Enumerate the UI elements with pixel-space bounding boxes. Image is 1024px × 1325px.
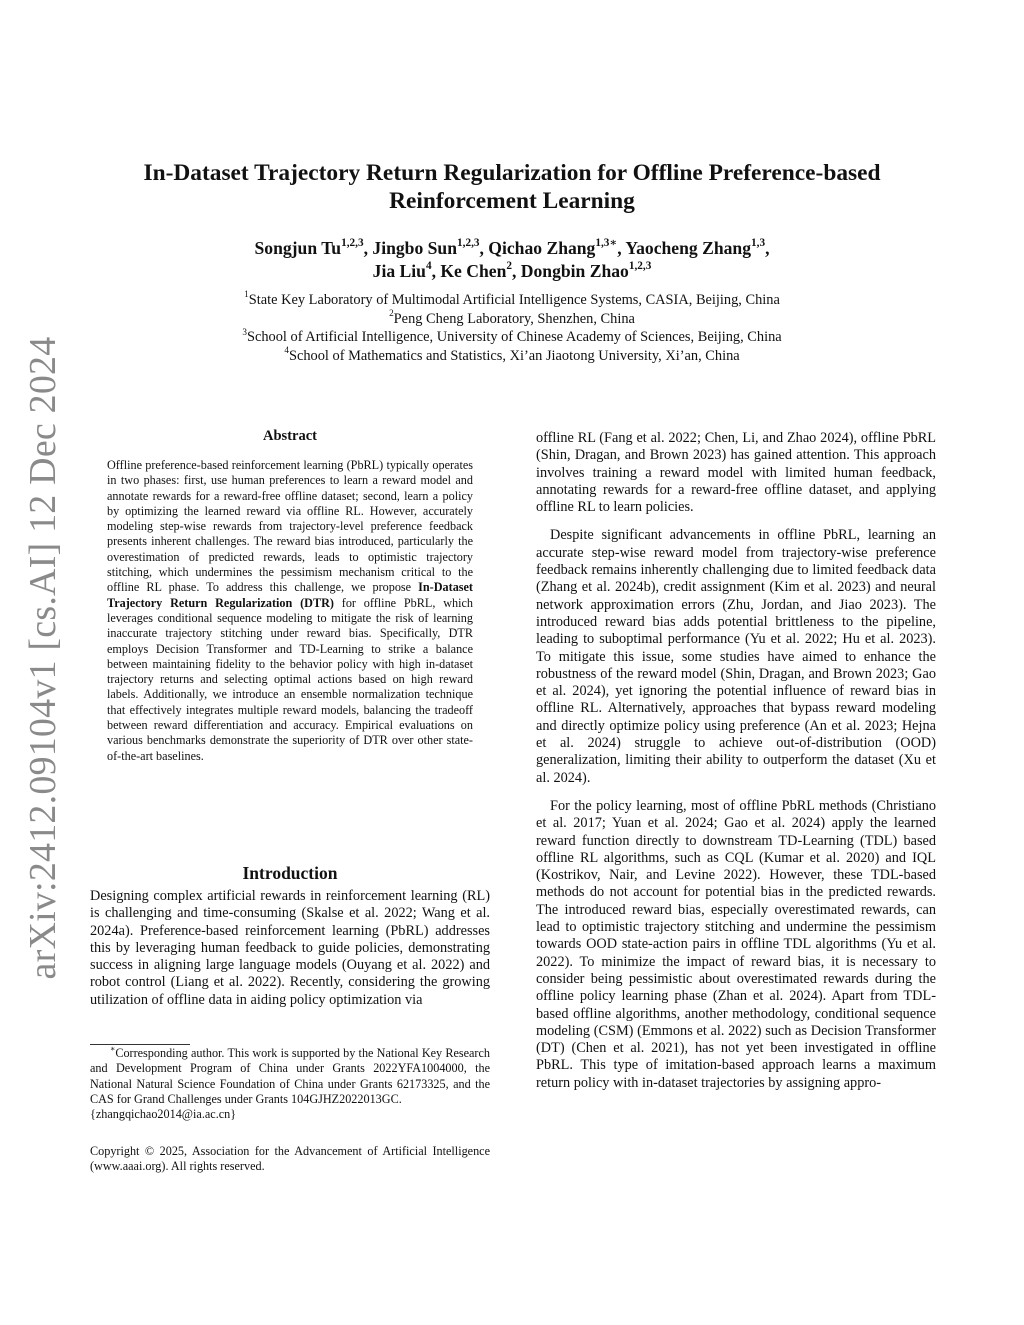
author-affiliation-marker: 1,3 — [751, 237, 766, 250]
author-line-1: Songjun Tu$^{1,2,3}$, Jingbo Sun$^{1,2,3}$, Qichao Zhang$^{1,3∗}$, Yaocheng Zhang$^{1,3}$, — [254, 237, 770, 258]
introduction-paragraph: Despite significant advancements in offline PbRL, learning an accurate step-wise reward model from trajectory-wise preference feedback remains inherently challenging due to limited feedback data (Zhang et al. 2024b), credit assignment (Kim et al. 2023) and neural network approximation errors (Zhu, Jordan, and Jiao 2023). The introduced reward bias adds potential brittleness to the pipeline, leading to suboptimal performance (Yu et al. 2022; Hu et al. 2023). To mitigate this issue, some studies have aimed to enhance the robustness of the reward model (Shin, Dragan, and Brown 2023; Gao et al. 2024), yet ignoring the potential influence of reward bias in offline RL. Alternatively, approaches that bypass reward modeling and directly optimize policy using preference (An et al. 2023; Hejna et al. 2024) struggle to achieve out-of-distribution (OOD) generalization, limiting their ability to outperform the dataset (Xu et al. 2024). — [536, 527, 936, 786]
introduction-paragraph: Designing complex artificial rewards in reinforcement learning (RL) is challenging and time-consuming (Skalse et al. 2022; Wang et al. 2024a). Preference-based reinforcement learning (PbRL) addresses this by leveraging human feedback to guide policies, demonstrating success in aligning large language models (Ouyang et al. 2022) and robot control (Liang et al. 2022). Recently, considering the growing utilization of offline data in aiding policy optimization via — [90, 888, 490, 1008]
author-line-2: Jia Liu$^4$, Ke Chen$^2$, Dongbin Zhao$^{1,2,3}$ — [372, 260, 652, 281]
footnote — [90, 1046, 490, 1122]
abstract-body — [107, 458, 473, 764]
introduction-paragraph: offline RL (Fang et al. 2022; Chen, Li, and Zhao 2024), offline PbRL (Shin, Dragan, and Brown 2023) has gained attention. This approach involves training a reward model with limited human feedback, annotating rewards for a reward-free offline dataset, and applying offline RL to learn policies. — [536, 430, 936, 516]
affiliation — [100, 291, 924, 310]
author-name: Jia Liu — [372, 261, 426, 281]
footnote-text — [90, 1046, 490, 1107]
affiliation-text: State Key Laboratory of Multimodal Artificial Intelligence Systems, CASIA, Beijing, China — [248, 292, 780, 308]
paper-title — [100, 159, 924, 215]
affiliation-text: Peng Cheng Laboratory, Shenzhen, China — [393, 310, 635, 327]
abstract-text: Offline preference-based reinforcement learning (PbRL) typically operates in two phases: first, use human preferences to learn a reward model and annotate rewards for a reward-free offline dataset; second, learn a policy by optimizing the learned reward via offline RL. However, accurately modeling step-wise rewards from trajectory-level preference feedback presents inherent challenges. The reward bias introduced, particularly the overestimation of predicted rewards, leads to optimistic trajectory stitching, which undermines the pessimism mechanism critical to the offline RL phase. To address this challenge, we propose — [107, 458, 473, 595]
author-affiliation-marker: 4 — [425, 260, 432, 273]
author-affiliation-marker: 1,2,3 — [457, 237, 480, 250]
author-affiliation-marker: 1,2,3 — [628, 260, 652, 273]
author-affiliation-marker: 1,2,3 — [341, 237, 364, 250]
abstract-text: for offline PbRL, which leverages conditional sequence modeling to mitigate the risk of learning inaccurate trajectory stitching under reward bias. Specifically, DTR employs Decision Transformer and TD-Learning to strike a balance between maintaining fidelity to the behavior policy with high in-dataset trajectory returns and selecting optimal actions based on high reward labels. Additionally, we introduce an ensemble normalization technique that effectively integrates multiple reward models, balancing the tradeoff between reward differentiation and accuracy. Empirical evaluations on various benchmarks demonstrate the superiority of DTR over other state-of-the-art baselines. — [107, 595, 473, 763]
affiliation-marker: 3 — [242, 326, 247, 337]
affiliation — [100, 347, 924, 366]
author-name: Ke Chen — [440, 261, 507, 281]
arxiv-identifier-stamp: arXiv:2412.09104v1 [cs.AI] 12 Dec 2024 — [22, 336, 64, 980]
introduction-heading: Introduction — [242, 863, 338, 883]
abstract-method-name: In-Dataset Trajectory Return Regularization (DTR) — [107, 580, 473, 610]
author-name: Yaocheng Zhang — [625, 238, 751, 258]
author-name: Qichao Zhang — [488, 238, 596, 258]
title-line-1: In-Dataset Trajectory Return Regularization for Offline Preference-based — [143, 160, 881, 186]
affiliation — [100, 310, 924, 329]
affiliation-marker: 2 — [389, 308, 394, 318]
title-line-2: Reinforcement Learning — [389, 188, 635, 214]
affiliation-marker: 1 — [244, 289, 249, 300]
author-name: Dongbin Zhao — [520, 261, 629, 281]
introduction-paragraph: For the policy learning, most of offline PbRL methods (Christiano et al. 2017; Yuan et al. 2024; Gao et al. 2024) apply the learned reward function directly to downstream TD-Learning (TDL) based offline RL algorithms, such as CQL (Kumar et al. 2020) and IQL (Kostrikov, Nair, and Levine 2022). However, these TDL-based methods do not account for potential bias in the predicted rewards. The introduced reward bias, especially overestimated rewards, can lead to optimistic trajectory stitching and undermine the pessimism towards OOD state-action pairs in offline TDL algorithms (Yu et al. 2022). To minimize the impact of reward bias, it is necessary to consider being pessimistic about overestimated rewards during the offline policy learning phase (Zhan et al. 2024). Apart from TDL-based offline algorithms, another methodology, conditional sequence modeling (CSM) (Emmons et al. 2022) such as Decision Transformer (DT) (Chen et al. 2021), has not yet been investigated in offline PbRL. This type of imitation-based approach learns a maximum return policy with in-dataset trajectories by assigning appro- — [536, 797, 936, 1091]
affiliation-marker: 4 — [284, 345, 289, 356]
right-column — [536, 430, 936, 1103]
affiliation-list — [100, 291, 924, 366]
affiliation-text: School of Mathematics and Statistics, Xi’an Jiaotong University, Xi’an, China — [288, 348, 740, 365]
affiliation — [100, 328, 924, 347]
author-name: Jingbo Sun — [372, 238, 457, 258]
footnote-marker: ∗ — [110, 1044, 116, 1054]
footnote-divider — [90, 1044, 190, 1045]
author-affiliation-marker: 2 — [506, 260, 512, 273]
copyright-notice: Copyright © 2025, Association for the Advancement of Artificial Intelligence (www.aaai.org). All rights reserved. — [90, 1144, 490, 1174]
author-list — [100, 237, 924, 283]
footnote-email: {zhangqichao2014@ia.ac.cn} — [90, 1107, 237, 1122]
abstract-heading: Abstract — [263, 428, 317, 444]
affiliation-text: School of Artificial Intelligence, University of Chinese Academy of Sciences, Beijing, China — [246, 329, 782, 346]
footnote-body: Corresponding author. This work is supported by the National Key Research and Development Program of China under Grants 2022YFA1004000, the National Natural Science Foundation of China under Grants 62173325, and the CAS for Grand Challenges under Grants 104GJHZ2022013GC. — [90, 1046, 490, 1106]
author-name: Songjun Tu — [254, 238, 342, 258]
author-affiliation-marker: 1,3∗ — [595, 237, 618, 250]
